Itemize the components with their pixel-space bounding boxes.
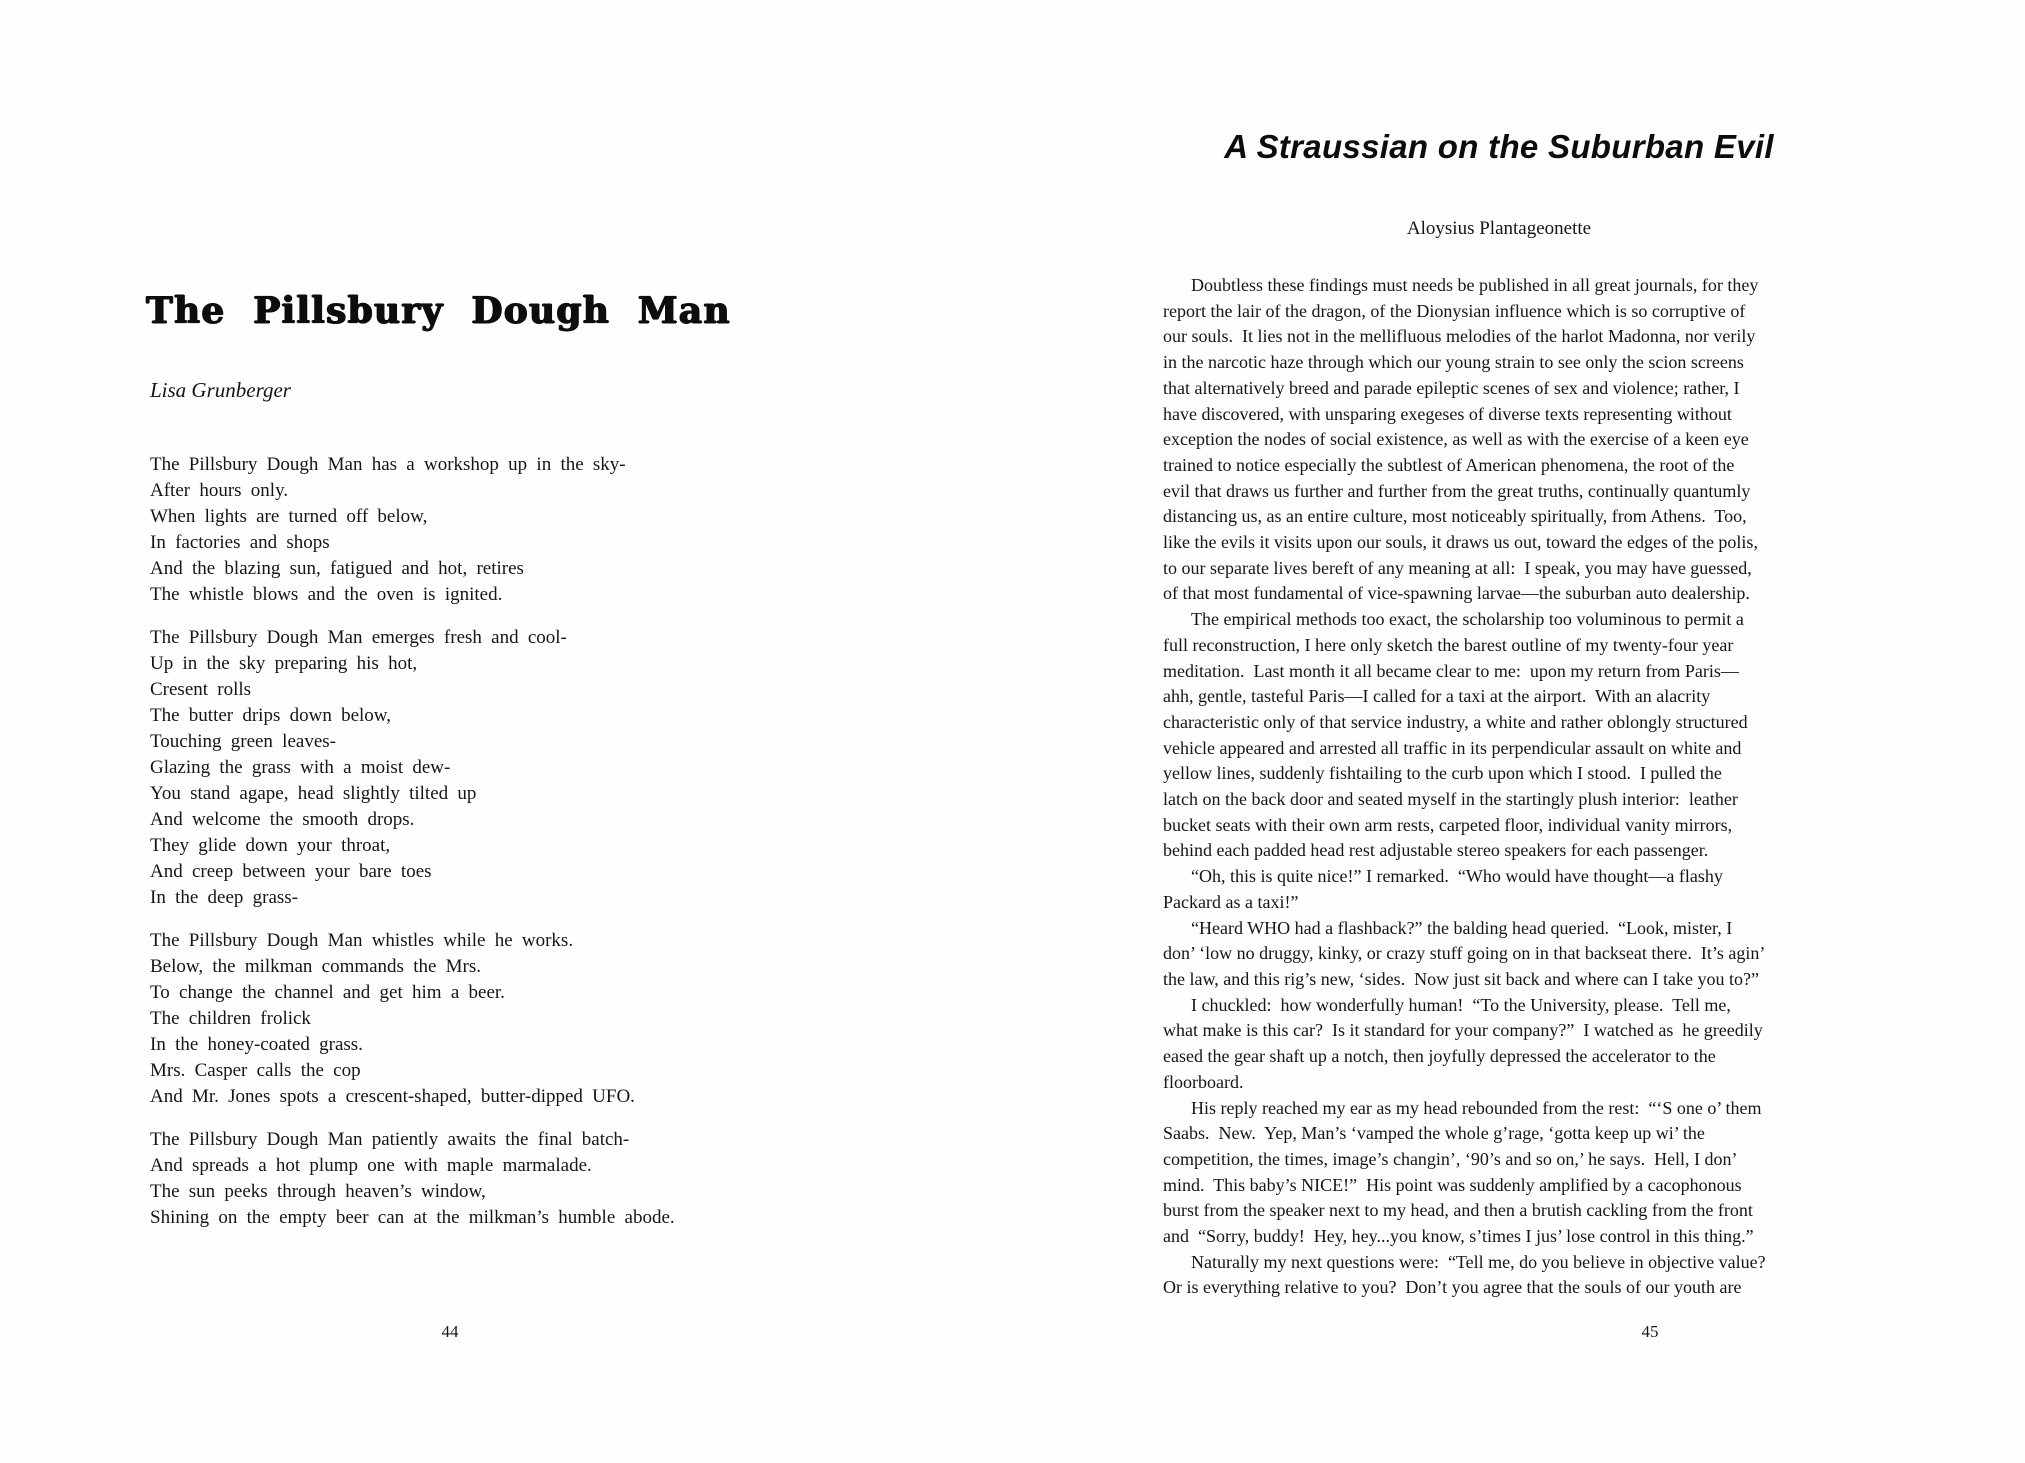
essay-paragraph <box>1163 273 1835 607</box>
essay-line: full reconstruction, I here only sketch the barest outline of my twenty-four year <box>1163 634 1734 655</box>
essay-line: His reply reached my ear as my head rebounded from the rest: “‘S one o’ them <box>1191 1097 1762 1118</box>
poem-stanza <box>150 1127 675 1231</box>
essay-line: Doubtless these findings must needs be published in all great journals, for they <box>1191 275 1759 295</box>
poem-line: The Pillsbury Dough Man has a workshop up in the sky- <box>150 454 626 475</box>
poem-line: The children frolick <box>150 1008 311 1029</box>
poem-line: The Pillsbury Dough Man whistles while he works. <box>150 930 574 951</box>
poem-line: In the deep grass- <box>150 887 299 908</box>
essay-line: bucket seats with their own arm rests, carpeted floor, individual vanity mirrors, <box>1163 814 1733 835</box>
essay-column <box>1163 0 1835 1463</box>
poem-line: And spreads a hot plump one with maple marmalade. <box>150 1155 592 1176</box>
poem-author: Lisa Grunberger <box>150 378 291 402</box>
essay-line: “Heard WHO had a flashback?” the balding head queried. “Look, mister, I <box>1191 917 1733 938</box>
poem-line: The whistle blows and the oven is ignited. <box>150 584 503 605</box>
poem-line: When lights are turned off below, <box>150 506 428 527</box>
essay-line: have discovered, with unsparing exegeses of diverse texts representing without <box>1163 403 1732 424</box>
essay-paragraph <box>1163 1096 1835 1250</box>
poem-line: The sun peeks through heaven’s window, <box>150 1181 486 1202</box>
essay-line: our souls. It lies not in the mellifluous melodies of the harlot Madonna, nor verily <box>1163 326 1756 347</box>
poem-line: Mrs. Casper calls the cop <box>150 1060 361 1081</box>
essay-line: distancing us, as an entire culture, most noticeably spiritually, from Athens. Too, <box>1163 506 1747 527</box>
essay-line: what make is this car? Is it standard for your company?” I watched as he greedily <box>1163 1020 1763 1041</box>
poem-line: Shining on the empty beer can at the milkman’s humble abode. <box>150 1207 675 1228</box>
right-page-number: 45 <box>1641 1322 1659 1341</box>
poem-line: The butter drips down below, <box>150 705 392 726</box>
essay-paragraph <box>1163 607 1835 864</box>
essay-line: “Oh, this is quite nice!” I remarked. “Who would have thought—a flashy <box>1191 866 1723 887</box>
poem-line: The Pillsbury Dough Man patiently awaits the final batch- <box>150 1129 630 1150</box>
essay-line: meditation. Last month it all became clear to me: upon my return from Paris— <box>1163 660 1739 681</box>
essay-author: Aloysius Plantageonette <box>1406 218 1592 239</box>
poem-line: Cresent rolls <box>150 679 252 700</box>
essay-body <box>1163 273 1835 1301</box>
poem-line: They glide down your throat, <box>150 835 391 856</box>
essay-line: exception the nodes of social existence, as well as with the exercise of a keen eye <box>1163 429 1749 450</box>
poem-line: And creep between your bare toes <box>150 861 432 882</box>
essay-line: burst from the speaker next to my head, and then a brutish cackling from the front <box>1163 1200 1753 1221</box>
essay-paragraph <box>1163 993 1835 1096</box>
poem-line: The Pillsbury Dough Man emerges fresh and cool- <box>150 627 567 648</box>
essay-line: evil that draws us further and further from the great truths, continually quantumly <box>1163 480 1751 501</box>
essay-line: that alternatively breed and parade epileptic scenes of sex and violence; rather, I <box>1163 377 1740 398</box>
essay-paragraph <box>1163 916 1835 993</box>
essay-line: Or is everything relative to you? Don’t you agree that the souls of our youth are <box>1163 1277 1742 1298</box>
essay-line: the law, and this rig’s new, ‘sides. Now just sit back and where can I take you to?” <box>1163 968 1760 989</box>
poem-stanza <box>150 452 675 608</box>
essay-line: characteristic only of that service industry, a white and rather oblongly structured <box>1163 711 1748 732</box>
left-page <box>0 0 1012 1463</box>
poem-line: And welcome the smooth drops. <box>150 809 415 830</box>
poem-stanza <box>150 625 675 911</box>
essay-line: ahh, gentle, tasteful Paris—I called for a taxi at the airport. With an alacrity <box>1163 686 1711 707</box>
essay-line: vehicle appeared and arrested all traffic in its perpendicular assault on white and <box>1163 737 1742 758</box>
poem-title: The Pillsbury Dough Man <box>146 290 731 332</box>
essay-line: behind each padded head rest adjustable stereo speakers for each passenger. <box>1163 840 1709 861</box>
poem-line: Below, the milkman commands the Mrs. <box>150 956 482 977</box>
poem-line: Up in the sky preparing his hot, <box>150 653 418 674</box>
essay-line: don’ ‘low no druggy, kinky, or crazy stuff going on in that backseat there. It’s agin’ <box>1163 943 1766 964</box>
poem-line: In factories and shops <box>150 532 330 553</box>
essay-line: to our separate lives bereft of any meaning at all: I speak, you may have guessed, <box>1163 557 1752 578</box>
poem <box>150 452 675 1231</box>
essay-line: The empirical methods too exact, the scholarship too voluminous to permit a <box>1191 609 1744 630</box>
essay-line: Packard as a taxi!” <box>1163 891 1299 912</box>
poem-line: Touching green leaves- <box>150 731 336 752</box>
poem-stanza <box>150 928 675 1110</box>
essay-line: competition, the times, image’s changin’, ‘90’s and so on,’ he says. Hell, I don’ <box>1163 1148 1738 1169</box>
essay-line: I chuckled: how wonderfully human! “To the University, please. Tell me, <box>1191 994 1731 1015</box>
left-page-number: 44 <box>441 1322 459 1341</box>
essay-line: Naturally my next questions were: “Tell me, do you believe in objective value? <box>1191 1251 1766 1272</box>
poem-line: In the honey-coated grass. <box>150 1034 363 1055</box>
essay-line: report the lair of the dragon, of the Dionysian influence which is so corruptive of <box>1163 300 1746 321</box>
essay-line: mind. This baby’s NICE!” His point was suddenly amplified by a cacophonous <box>1163 1174 1742 1195</box>
essay-line: of that most fundamental of vice-spawning larvae—the suburban auto dealership. <box>1163 583 1750 604</box>
essay-line: in the narcotic haze through which our young strain to see only the scion screens <box>1163 352 1744 373</box>
essay-line: like the evils it visits upon our souls, it draws us out, toward the edges of the polis, <box>1163 532 1758 553</box>
essay-title: A Straussian on the Suburban Evil <box>1224 128 1774 165</box>
poem-line: You stand agape, head slightly tilted up <box>150 783 477 804</box>
essay-paragraph <box>1163 864 1835 915</box>
essay-line: latch on the back door and seated myself in the startingly plush interior: leather <box>1163 789 1738 810</box>
poem-line: And the blazing sun, fatigued and hot, retires <box>150 558 524 579</box>
essay-line: yellow lines, suddenly fishtailing to the curb upon which I stood. I pulled the <box>1163 763 1722 784</box>
essay-line: Saabs. New. Yep, Man’s ‘vamped the whole g’rage, ‘gotta keep up wi’ the <box>1163 1123 1705 1144</box>
essay-line: floorboard. <box>1163 1071 1244 1092</box>
essay-paragraph <box>1163 1250 1835 1301</box>
right-page <box>1012 0 2025 1463</box>
essay-line: trained to notice especially the subtlest of American phenomena, the root of the <box>1163 454 1735 475</box>
essay-line: eased the gear shaft up a notch, then joyfully depressed the accelerator to the <box>1163 1046 1716 1067</box>
essay-line: and “Sorry, buddy! Hey, hey...you know, s’times I jus’ lose control in this thing.” <box>1163 1226 1754 1247</box>
poem-line: To change the channel and get him a beer. <box>150 982 505 1003</box>
poem-line: Glazing the grass with a moist dew- <box>150 757 451 778</box>
poem-line: After hours only. <box>150 480 289 501</box>
poem-line: And Mr. Jones spots a crescent-shaped, butter-dipped UFO. <box>150 1086 635 1107</box>
